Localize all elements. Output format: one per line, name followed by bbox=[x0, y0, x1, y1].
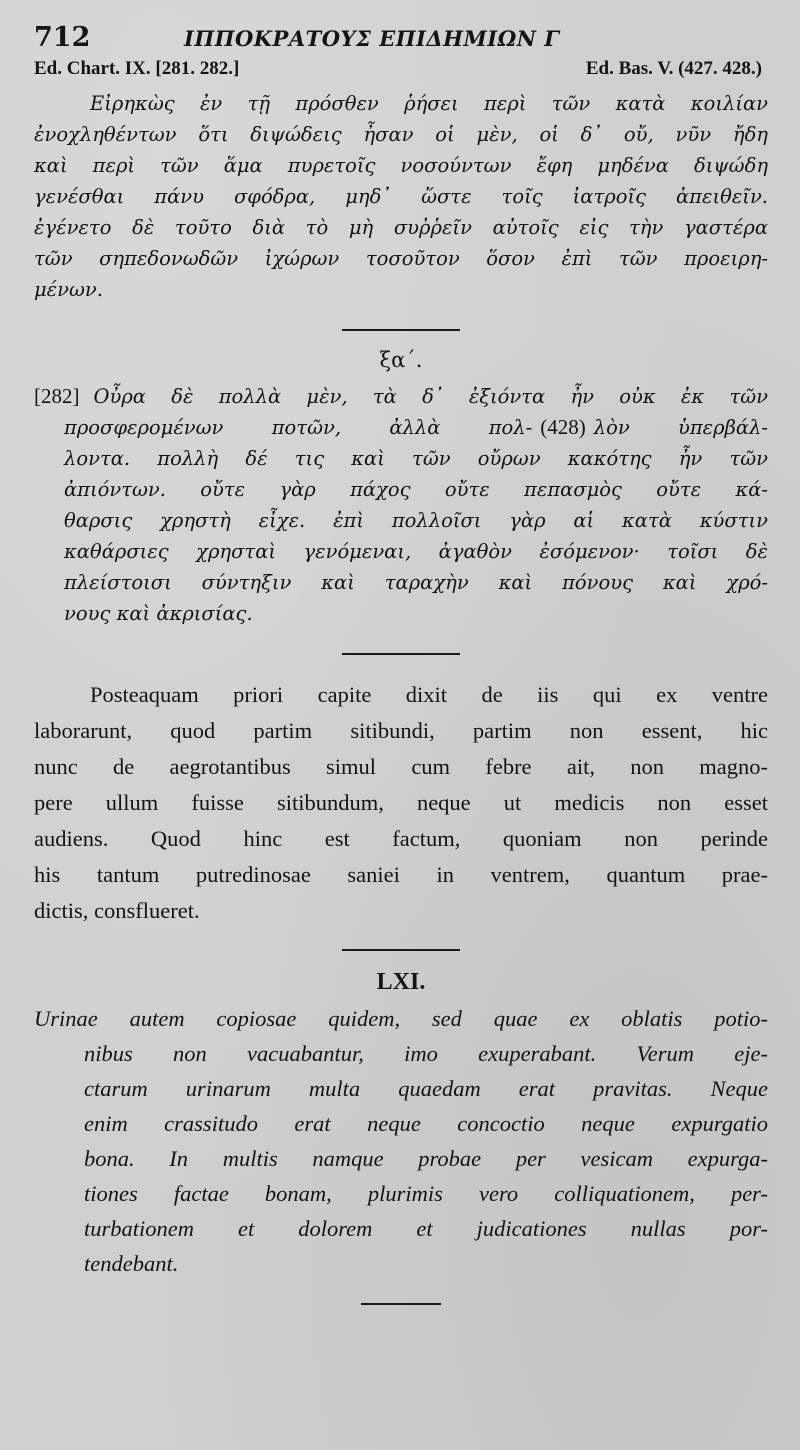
greek-commentary-line: ἐγένετο δὲ τοῦτο διὰ τὸ μὴ συῤῥεῖν αὐτοῖς εἰς τὴν γαστέρα bbox=[34, 216, 768, 239]
greek-text-paragraph bbox=[34, 381, 768, 629]
latin-commentary-line: dictis, consflueret. bbox=[34, 898, 200, 923]
latin-translation-line: Urinae autem copiosae quidem, sed quae ex oblatis potio- bbox=[34, 1006, 768, 1031]
greek-text-line: καθάρσιες χρησταὶ γενόμεναι, ἀγαθὸν ἐσόμενον· τοῖσι δὲ bbox=[64, 540, 768, 563]
greek-text-line: θαρσις χρηστὴ εἶχε. ἐπὶ πολλοῖσι γὰρ αἱ κατὰ κύστιν bbox=[64, 509, 768, 532]
edition-reference-right: Ed. Bas. V. (427. 428.) bbox=[585, 58, 762, 79]
edition-reference-left: Ed. Chart. IX. [281. 282.] bbox=[34, 58, 240, 79]
latin-commentary-line: laborarunt, quod partim sitibundi, partim non essent, hic bbox=[34, 718, 768, 743]
latin-translation-line: nibus non vacuabantur, imo exuperabant. Verum eje- bbox=[84, 1041, 768, 1066]
greek-section-number: ξα΄. bbox=[379, 348, 423, 372]
greek-commentary-line: ἐνοχληθέντων ὅτι διψώδεις ἦσαν οἱ μὲν, οἱ δ᾽ οὔ, νῦν ἤδη bbox=[34, 123, 768, 146]
section-divider bbox=[361, 1303, 441, 1305]
greek-text-line bbox=[34, 412, 768, 443]
latin-commentary-paragraph bbox=[34, 677, 768, 929]
greek-text-fragment: λὸν ὑπερβάλ- bbox=[593, 416, 768, 439]
running-head: ΙΠΠΟΚΡΑΤΟΥΣ ΕΠΙΔΗΜΙΩΝ Γ bbox=[184, 26, 560, 51]
inline-page-reference: (428) bbox=[540, 415, 586, 439]
latin-commentary-line: audiens. Quod hinc est factum, quoniam non perinde bbox=[34, 826, 768, 851]
page-header bbox=[34, 22, 768, 56]
latin-translation-line: enim crassitudo erat neque concoctio neque expurgatio bbox=[84, 1111, 768, 1136]
greek-text-line: ἀπιόντων. οὔτε γὰρ πάχος οὔτε πεπασμὸς οὔτε κά- bbox=[64, 478, 768, 501]
greek-text-fragment: προσφερομένων ποτῶν, ἀλλὰ πολ- bbox=[64, 416, 533, 439]
greek-commentary-line: μένων. bbox=[34, 278, 103, 301]
latin-commentary-line: Posteaquam priori capite dixit de iis qui ex ventre bbox=[90, 682, 768, 707]
edition-reference-line bbox=[34, 58, 768, 86]
latin-translation-line: tiones factae bonam, plurimis vero colliquationem, per- bbox=[84, 1181, 768, 1206]
latin-translation-paragraph bbox=[34, 1001, 768, 1281]
bracket-page-reference: [282] bbox=[34, 384, 80, 408]
latin-translation-line: bona. In multis namque probae per vesicam expurga- bbox=[84, 1146, 768, 1171]
latin-translation-line: tendebant. bbox=[84, 1251, 179, 1276]
page-number: 712 bbox=[34, 22, 91, 53]
latin-commentary-line: his tantum putredinosae saniei in ventrem, quantum prae- bbox=[34, 862, 768, 887]
latin-section-number: LXI. bbox=[376, 969, 426, 995]
latin-translation-line: ctarum urinarum multa quaedam erat pravitas. Neque bbox=[84, 1076, 768, 1101]
greek-text-line: λοντα. πολλὴ δέ τις καὶ τῶν οὔρων κακότης ἦν τῶν bbox=[64, 447, 768, 470]
greek-text-line: νους καὶ ἀκρισίας. bbox=[64, 602, 253, 625]
latin-commentary-line: pere ullum fuisse sitibundum, neque ut medicis non esset bbox=[34, 790, 768, 815]
greek-text-line bbox=[34, 381, 768, 412]
greek-text-line: πλείστοισι σύντηξιν καὶ ταραχὴν καὶ πόνους καὶ χρό- bbox=[64, 571, 768, 594]
latin-commentary-line: nunc de aegrotantibus simul cum febre ait, non magno- bbox=[34, 754, 768, 779]
greek-commentary-line: καὶ περὶ τῶν ἅμα πυρετοῖς νοσούντων ἔφη μηδένα διψώδη bbox=[34, 154, 768, 177]
greek-commentary-line: γενέσθαι πάνυ σφόδρα, μηδ᾽ ὥστε τοῖς ἰατροῖς ἀπειθεῖν. bbox=[34, 185, 768, 208]
greek-text-fragment: Οὖρα δὲ πολλὰ μὲν, τὰ δ᾽ ἐξιόντα ἦν οὐκ ἐκ τῶν bbox=[93, 385, 768, 408]
greek-commentary-line: Εἰρηκὼς ἐν τῇ πρόσθεν ῥήσει περὶ τῶν κατὰ κοιλίαν bbox=[90, 92, 768, 115]
greek-commentary-line: τῶν σηπεδονωδῶν ἰχώρων τοσοῦτον ὅσον ἐπὶ τῶν προειρη- bbox=[34, 247, 768, 270]
greek-commentary-paragraph bbox=[34, 88, 768, 305]
latin-translation-line: turbationem et dolorem et judicationes nullas por- bbox=[84, 1216, 768, 1241]
